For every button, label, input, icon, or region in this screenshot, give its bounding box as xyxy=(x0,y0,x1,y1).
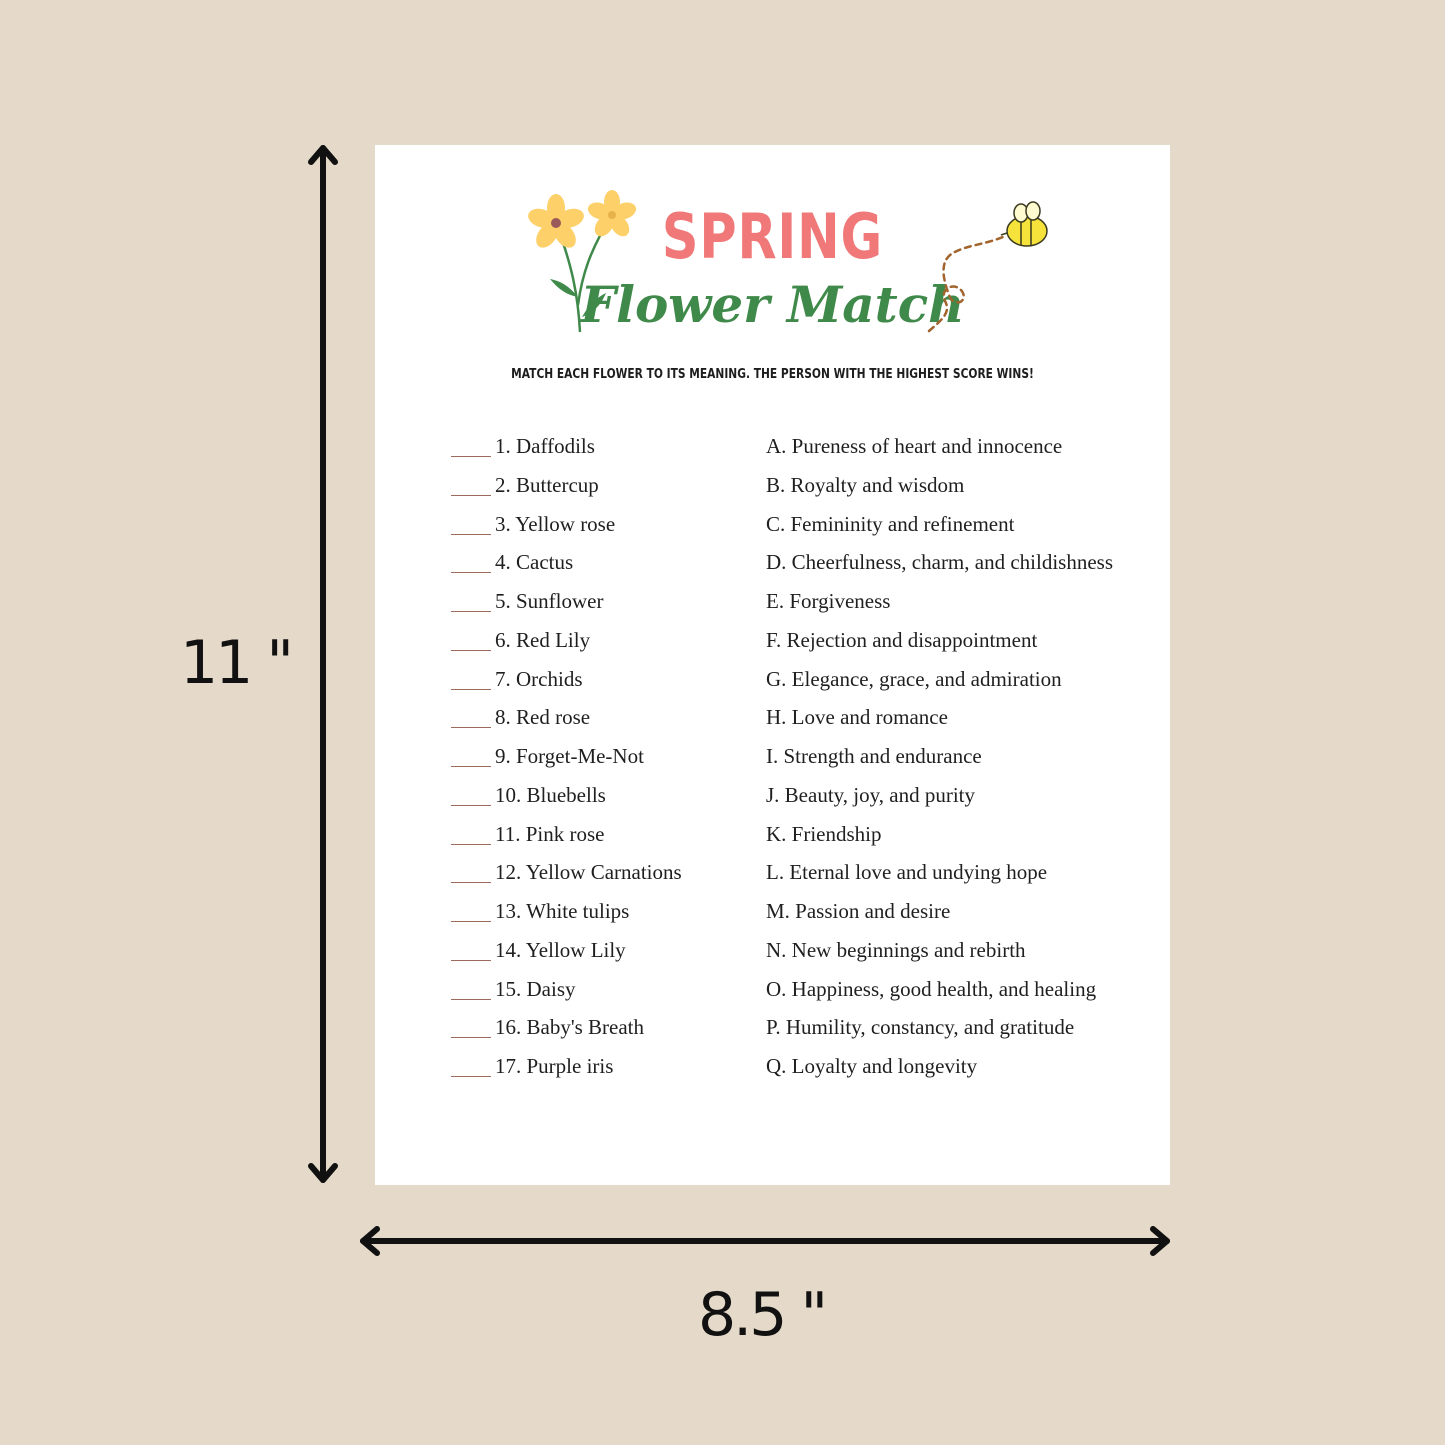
height-arrow-icon xyxy=(300,140,346,1190)
flower-label: 8. Red rose xyxy=(495,705,591,730)
flower-label: 5. Sunflower xyxy=(495,589,604,613)
flower-item xyxy=(451,621,682,660)
meaning-item: D. Cheerfulness, charm, and childishness xyxy=(766,550,1114,575)
meaning-item: J. Beauty, joy, and purity xyxy=(766,782,975,807)
flower-label: 11. Pink rose xyxy=(495,821,605,846)
meaning-list xyxy=(766,427,1113,1086)
answer-blank[interactable] xyxy=(451,934,491,961)
flower-label: 14. Yellow Lily xyxy=(495,937,626,962)
flower-label: 15. Daisy xyxy=(495,976,576,1001)
answer-blank[interactable] xyxy=(451,779,491,806)
flower-label: 4. Cactus xyxy=(495,550,574,575)
answer-blank[interactable] xyxy=(451,856,491,883)
meaning-item: A. Pureness of heart and innocence xyxy=(766,434,1063,458)
width-arrow-icon xyxy=(355,1218,1175,1264)
bee-icon xyxy=(923,197,1058,337)
answer-blank[interactable] xyxy=(451,1011,491,1038)
flower-item xyxy=(451,892,682,931)
flower-label: 2. Buttercup xyxy=(495,472,599,497)
flower-label: 10. Bluebells xyxy=(495,782,606,807)
answer-blank[interactable] xyxy=(451,624,491,651)
flower-item xyxy=(451,737,682,776)
flower-item xyxy=(451,698,682,737)
answer-blank[interactable] xyxy=(451,469,491,496)
title-flower-match: Flower Match xyxy=(580,275,965,334)
answer-blank[interactable] xyxy=(451,818,491,845)
answer-blank[interactable] xyxy=(451,546,491,573)
flower-item xyxy=(451,505,682,544)
flower-item xyxy=(451,1047,682,1086)
meaning-item: E. Forgiveness xyxy=(766,589,891,613)
instructions: MATCH EACH FLOWER TO ITS MEANING. THE PERSON WITH THE HIGHEST SCORE WINS! xyxy=(511,367,1034,382)
meaning-item: L. Eternal love and undying hope xyxy=(766,860,1048,885)
flower-label: 7. Orchids xyxy=(495,666,583,691)
flower-item xyxy=(451,1008,682,1047)
meaning-item: N. New beginnings and rebirth xyxy=(766,937,1026,962)
flower-label: 12. Yellow Carnations xyxy=(495,860,682,885)
flower-item xyxy=(451,853,682,892)
answer-blank[interactable] xyxy=(451,663,491,690)
answer-blank[interactable] xyxy=(451,430,491,457)
flower-item xyxy=(451,815,682,854)
flower-item xyxy=(451,776,682,815)
flower-item xyxy=(451,931,682,970)
flower-label: 3. Yellow rose xyxy=(495,511,616,536)
answer-blank[interactable] xyxy=(451,585,491,612)
flower-label: 17. Purple iris xyxy=(495,1054,614,1078)
answer-blank[interactable] xyxy=(451,740,491,767)
flower-label: 1. Daffodils xyxy=(495,434,595,458)
printable-sheet xyxy=(375,145,1170,1185)
meaning-item: K. Friendship xyxy=(766,821,882,846)
meaning-item: F. Rejection and disappointment xyxy=(766,627,1038,652)
meaning-item: G. Elegance, grace, and admiration xyxy=(766,666,1062,691)
meaning-item: M. Passion and desire xyxy=(766,899,951,923)
flower-item xyxy=(451,582,682,621)
flower-item xyxy=(451,970,682,1009)
answer-blank[interactable] xyxy=(451,895,491,922)
meaning-item: H. Love and romance xyxy=(766,705,948,730)
answer-blank[interactable] xyxy=(451,701,491,728)
width-label: 8.5 " xyxy=(698,1280,826,1350)
flower-item xyxy=(451,466,682,505)
answer-blank[interactable] xyxy=(451,1050,491,1077)
flower-label: 16. Baby's Breath xyxy=(495,1015,645,1040)
title-spring: SPRING xyxy=(661,200,884,273)
height-label: 11 " xyxy=(180,628,292,698)
meaning-item: C. Femininity and refinement xyxy=(766,511,1015,536)
answer-blank[interactable] xyxy=(451,973,491,1000)
flower-list xyxy=(451,427,682,1086)
flower-item xyxy=(451,660,682,699)
flower-item xyxy=(451,427,682,466)
meaning-item: B. Royalty and wisdom xyxy=(766,472,965,497)
flower-item xyxy=(451,543,682,582)
flower-label: 9. Forget-Me-Not xyxy=(495,744,644,768)
flower-label: 13. White tulips xyxy=(495,899,630,923)
meaning-item: I. Strength and endurance xyxy=(766,744,982,768)
flower-label: 6. Red Lily xyxy=(495,627,591,652)
meaning-item: Q. Loyalty and longevity xyxy=(766,1054,978,1078)
answer-blank[interactable] xyxy=(451,508,491,535)
meaning-item: P. Humility, constancy, and gratitude xyxy=(766,1015,1075,1040)
meaning-item: O. Happiness, good health, and healing xyxy=(766,976,1097,1001)
